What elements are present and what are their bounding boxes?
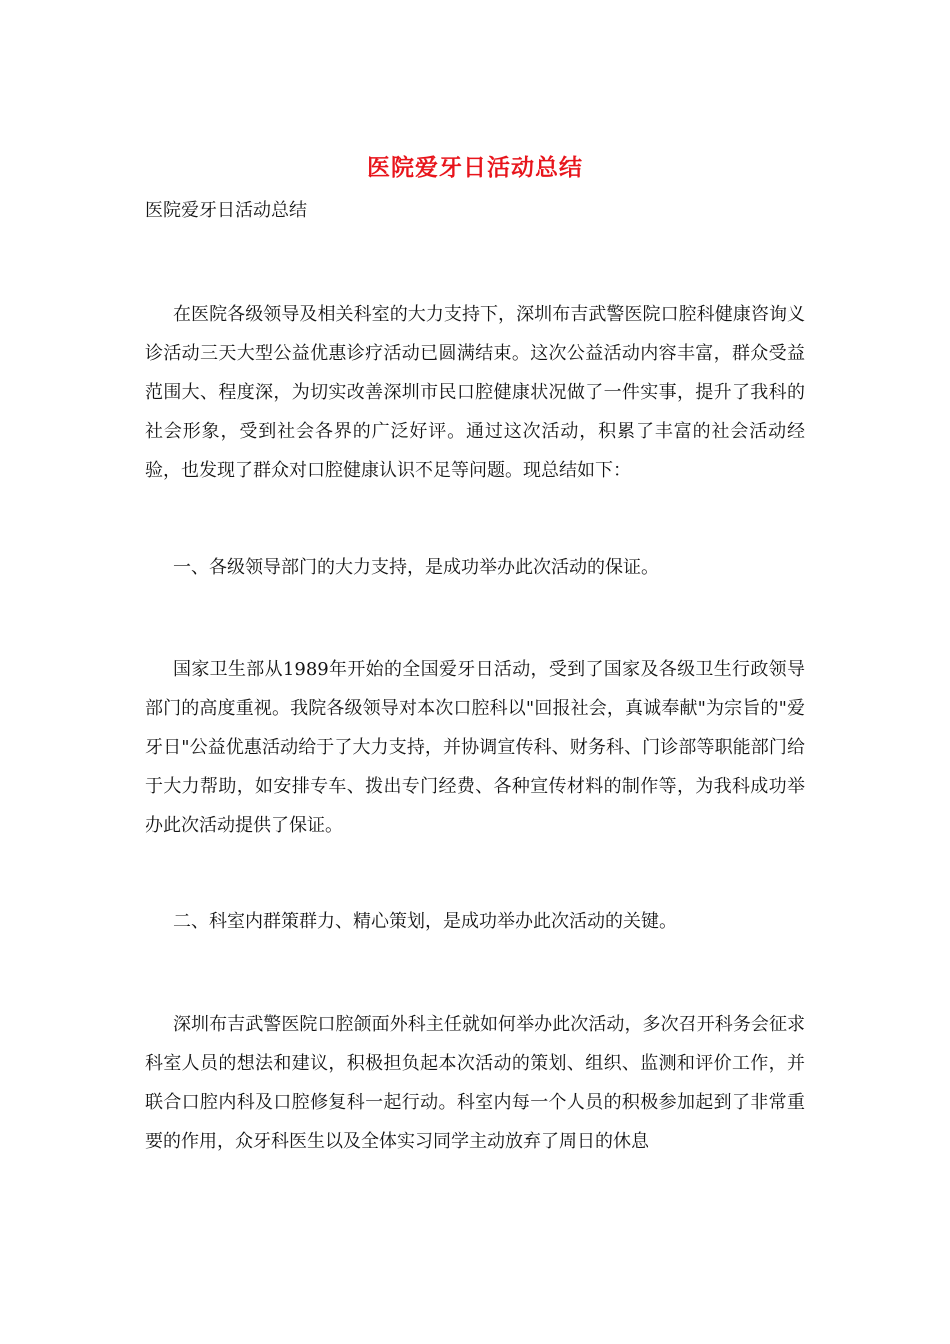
paragraph-section-1: 国家卫生部从1989年开始的全国爱牙日活动，受到了国家及各级卫生行政领导部门的高度重视。我院各级领导对本次口腔科以"回报社会，真诚奉献"为宗旨的"爱牙日"公益优惠活动给于了大力支持，并协调宣传科、财务科、门诊部等职能部门给于大力帮助，如安排专车、拨出专门经费、各种宣传材料的制作等，为我科成功举办此次活动提供了保证。 bbox=[145, 659, 805, 836]
document-subtitle: 医院爱牙日活动总结 bbox=[145, 200, 307, 221]
paragraph-section-2: 深圳布吉武警医院口腔颌面外科主任就如何举办此次活动，多次召开科务会征求科室人员的想法和建议，积极担负起本次活动的策划、组织、监测和评价工作，并联合口腔内科及口腔修复科一起行动。科室内每一个人员的积极参加起到了非常重要的作用，众牙科医生以及全体实习同学主动放弃了周日的休息 bbox=[145, 1014, 805, 1152]
paragraph-intro: 在医院各级领导及相关科室的大力支持下，深圳布吉武警医院口腔科健康咨询义诊活动三天大型公益优惠诊疗活动已圆满结束。这次公益活动内容丰富，群众受益范围大、程度深，为切实改善深圳市民口腔健康状况做了一件实事，提升了我科的社会形象，受到社会各界的广泛好评。通过这次活动，积累了丰富的社会活动经验，也发现了群众对口腔健康认识不足等问题。现总结如下： bbox=[145, 304, 805, 481]
section-heading-2: 二、科室内群策群力、精心策划，是成功举办此次活动的关键。 bbox=[173, 911, 677, 932]
section-heading-1: 一、各级领导部门的大力支持，是成功举办此次活动的保证。 bbox=[173, 557, 659, 578]
document-title: 医院爱牙日活动总结 bbox=[367, 154, 583, 181]
